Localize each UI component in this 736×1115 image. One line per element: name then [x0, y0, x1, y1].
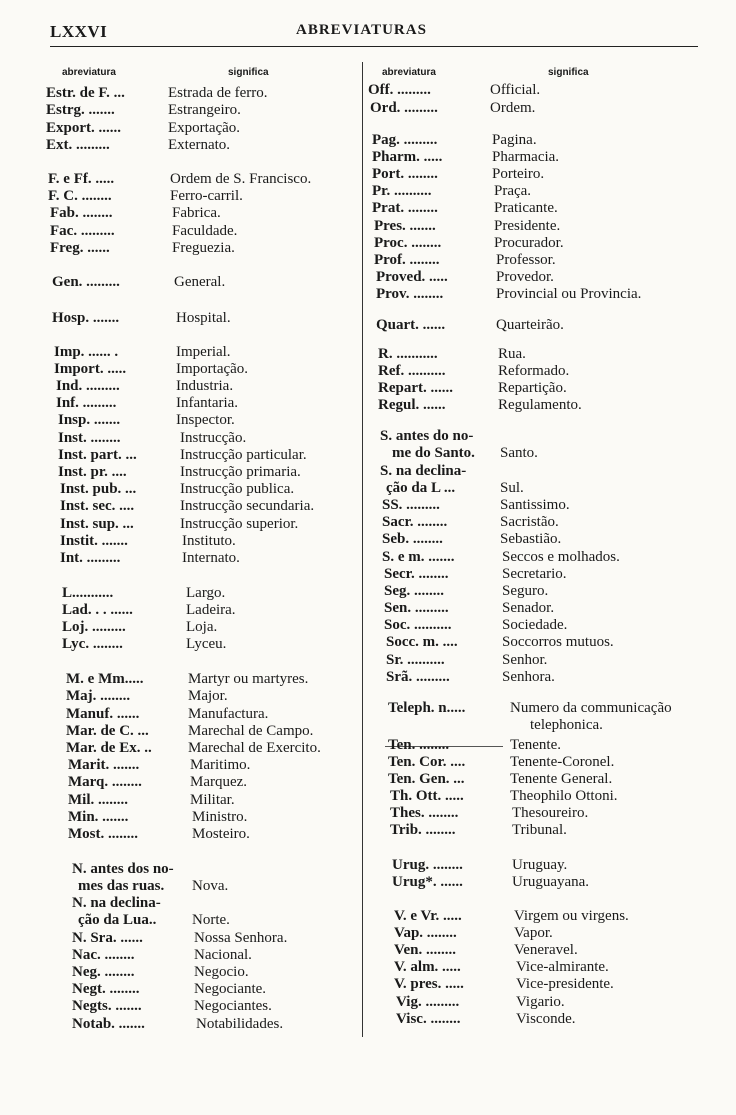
left-entry-abbr: Marit. ....... [68, 757, 140, 773]
left-entry-abbr: Neg. ........ [72, 964, 135, 980]
right-entry-meaning: Sul. [500, 480, 524, 496]
left-entry-meaning: Instrucção superior. [180, 516, 299, 532]
right-entry-abbr: Seb. ........ [382, 531, 443, 547]
left-entry-abbr: F. C. ........ [48, 188, 112, 204]
right-entry-meaning: Sociedade. [502, 617, 568, 633]
left-entry-abbr: N. Sra. ...... [72, 930, 143, 946]
right-entry-abbr: Proc. ........ [374, 235, 442, 251]
right-entry-abbr: V. e Vr. ..... [394, 908, 462, 924]
right-entry-abbr: R. ........... [378, 346, 438, 362]
page-number: LXXVI [50, 22, 108, 41]
left-entry-abbr: Estr. de F. ... [46, 85, 125, 101]
right-entry-meaning: Sacristão. [500, 514, 559, 530]
right-entry-meaning: Vice-presidente. [516, 976, 614, 992]
left-col-heading-meaning: significa [228, 67, 269, 78]
left-entry-meaning: Ladeira. [186, 602, 236, 618]
right-entry-abbr: S. na declina- [380, 463, 467, 479]
right-entry-meaning: Visconde. [516, 1011, 576, 1027]
right-entry-abbr: Proved. ..... [376, 269, 448, 285]
right-entry-abbr: Off. ......... [368, 82, 431, 98]
right-entry-abbr: Sr. .......... [386, 652, 445, 668]
right-entry-abbr: Sacr. ........ [382, 514, 448, 530]
left-entry-meaning: Instrucção secundaria. [180, 498, 315, 514]
right-entry-meaning: Tenente. [510, 737, 562, 753]
left-col-heading-abbrev: abreviatura [62, 67, 116, 78]
right-entry-abbr: Secr. ........ [384, 566, 449, 582]
left-entry-meaning: Estrangeiro. [168, 102, 241, 118]
left-entry-abbr: Instit. ....... [60, 533, 128, 549]
left-entry-meaning: Nova. [192, 878, 229, 894]
right-entry-abbr: Thes. ........ [390, 805, 459, 821]
right-entry-abbr: Prat. ........ [372, 200, 438, 216]
right-entry-meaning: Official. [490, 82, 541, 98]
left-entry-meaning: Militar. [190, 792, 235, 808]
right-entry-meaning: Soccorros mutuos. [502, 634, 614, 650]
left-entry-abbr: Inst. ........ [58, 430, 121, 446]
left-entry-abbr: Insp. ....... [58, 412, 121, 428]
right-entry-meaning: Senador. [502, 600, 555, 616]
left-entry-meaning: Major. [188, 688, 228, 704]
left-entry-abbr: Mar. de Ex. .. [66, 740, 152, 756]
left-entry-meaning: Manufactura. [188, 706, 269, 722]
right-col-heading-meaning: significa [548, 67, 589, 78]
right-entry-meaning: Numero da communicação [510, 700, 672, 716]
right-entry-abbr: Teleph. n..... [388, 700, 466, 716]
right-entry-meaning: Rua. [498, 346, 526, 362]
left-entry-meaning: General. [174, 274, 226, 290]
left-entry-meaning: Negociante. [194, 981, 267, 997]
left-entry-abbr: Imp. ...... . [54, 344, 119, 360]
right-entry-meaning: Sebastião. [500, 531, 562, 547]
right-entry-meaning: Thesoureiro. [512, 805, 589, 821]
right-entry-meaning: Regulamento. [498, 397, 582, 413]
right-entry-meaning: Uruguay. [512, 857, 568, 873]
right-entry-meaning: Reformado. [498, 363, 570, 379]
left-entry-abbr: Ext. ......... [46, 137, 110, 153]
right-entry-abbr: Prof. ........ [374, 252, 440, 268]
left-entry-abbr: Marq. ........ [68, 774, 142, 790]
left-entry-abbr: Freg. ...... [50, 240, 110, 256]
left-entry-meaning: Instrucção primaria. [180, 464, 301, 480]
right-entry-abbr: Ven. ........ [394, 942, 456, 958]
right-entry-abbr: Regul. ...... [378, 397, 446, 413]
right-entry-meaning: Pharmacia. [492, 149, 560, 165]
right-entry-abbr: V. alm. ..... [394, 959, 461, 975]
right-entry-meaning: Santo. [500, 445, 538, 461]
right-entry-abbr: Seg. ........ [384, 583, 444, 599]
left-entry-meaning: Nossa Senhora. [194, 930, 288, 946]
header-rule [50, 46, 698, 47]
left-entry-meaning: Maritimo. [190, 757, 251, 773]
left-entry-meaning: Norte. [192, 912, 230, 928]
right-entry-abbr: Port. ........ [372, 166, 438, 182]
left-entry-abbr: Maj. ........ [66, 688, 131, 704]
left-entry-abbr: Inf. ......... [56, 395, 117, 411]
page-title: ABREVIATURAS [296, 22, 427, 38]
left-entry-abbr: Fac. ......... [50, 223, 115, 239]
left-entry-abbr: L........... [62, 585, 114, 601]
left-entry-meaning: Externato. [168, 137, 231, 153]
left-entry-abbr: Negt. ........ [72, 981, 140, 997]
right-entry-abbr: Pres. ....... [374, 218, 436, 234]
right-entry-meaning: Veneravel. [514, 942, 578, 958]
right-entry-meaning: Praça. [494, 183, 532, 199]
right-entry-meaning: Provedor. [496, 269, 554, 285]
right-entry-meaning: Tenente-Coronel. [510, 754, 615, 770]
right-entry-meaning: Pagina. [492, 132, 537, 148]
right-entry-abbr: ção da L ... [386, 480, 456, 496]
right-entry-meaning: Vigario. [516, 994, 565, 1010]
left-entry-meaning: Infantaria. [176, 395, 239, 411]
right-entry-abbr: Ord. ......... [370, 100, 438, 116]
left-entry-abbr: Mil. ........ [68, 792, 128, 808]
right-entry-abbr: Urug*. ...... [392, 874, 463, 890]
right-entry-abbr: Ten. Gen. ... [388, 771, 465, 787]
right-entry-meaning: Uruguayana. [512, 874, 590, 890]
right-entry-meaning: Tenente General. [510, 771, 613, 787]
right-entry-abbr: Sen. ......... [384, 600, 449, 616]
left-entry-meaning: Instrucção particular. [180, 447, 307, 463]
right-entry-meaning: Porteiro. [492, 166, 545, 182]
left-entry-abbr: M. e Mm..... [66, 671, 144, 687]
left-entry-meaning: Inspector. [176, 412, 235, 428]
right-entry-meaning: Tribunal. [512, 822, 567, 838]
left-entry-meaning: Internato. [182, 550, 240, 566]
right-entry-abbr: Visc. ........ [396, 1011, 461, 1027]
right-entry-abbr: SS. ......... [382, 497, 440, 513]
left-entry-abbr: Lad. . . ...... [62, 602, 133, 618]
left-entry-abbr: Fab. ........ [50, 205, 113, 221]
left-entry-abbr: Inst. part. ... [58, 447, 137, 463]
right-entry-abbr: Prov. ........ [376, 286, 444, 302]
right-entry-meaning: Virgem ou virgens. [514, 908, 629, 924]
right-entry-meaning: Secretario. [502, 566, 567, 582]
left-entry-meaning: Marquez. [190, 774, 248, 790]
right-entry-abbr: Soc. .......... [384, 617, 452, 633]
left-entry-abbr: F. e Ff. ..... [48, 171, 115, 187]
left-entry-meaning: Industria. [176, 378, 234, 394]
right-entry-abbr: V. pres. ..... [394, 976, 464, 992]
right-entry-abbr: Pharm. ..... [372, 149, 443, 165]
right-entry-meaning: Procurador. [494, 235, 564, 251]
right-entry-meaning: Theophilo Ottoni. [510, 788, 618, 804]
left-entry-meaning: Ordem de S. Francisco. [170, 171, 312, 187]
left-entry-abbr: N. antes dos no- [72, 861, 174, 877]
right-entry-meaning: Senhora. [502, 669, 555, 685]
left-entry-abbr: Inst. sec. .... [60, 498, 135, 514]
left-entry-meaning: Lyceu. [186, 636, 227, 652]
left-entry-abbr: Most. ........ [68, 826, 138, 842]
right-entry-abbr: Pr. .......... [372, 183, 432, 199]
left-entry-abbr: Negts. ....... [72, 998, 142, 1014]
right-entry-abbr: Ten. Cor. .... [388, 754, 466, 770]
left-entry-meaning: Largo. [186, 585, 226, 601]
right-entry-abbr: Vig. ......... [396, 994, 460, 1010]
right-entry-meaning: Santissimo. [500, 497, 570, 513]
right-entry-abbr: Socc. m. .... [386, 634, 458, 650]
left-entry-meaning: Hospital. [176, 310, 231, 326]
left-entry-abbr: Lyc. ........ [62, 636, 123, 652]
left-entry-abbr: Nac. ........ [72, 947, 135, 963]
right-entry-abbr: Srã. ......... [386, 669, 450, 685]
right-entry-abbr: Ref. .......... [378, 363, 446, 379]
left-entry-abbr: ção da Lua.. [78, 912, 157, 928]
left-entry-meaning: Loja. [186, 619, 218, 635]
left-entry-abbr: mes das ruas. [78, 878, 165, 894]
left-entry-abbr: Export. ...... [46, 120, 121, 136]
right-entry-abbr: Urug. ........ [392, 857, 463, 873]
left-entry-meaning: Exportação. [168, 120, 241, 136]
left-entry-abbr: Notab. ....... [72, 1016, 145, 1032]
left-entry-abbr: Import. ..... [54, 361, 127, 377]
right-entry-abbr: Pag. ......... [372, 132, 438, 148]
left-entry-abbr: Inst. sup. ... [60, 516, 134, 532]
left-entry-meaning: Notabilidades. [196, 1016, 284, 1032]
page-header [46, 16, 700, 46]
left-entry-meaning: Negocio. [194, 964, 249, 980]
left-entry-meaning: Marechal de Exercito. [188, 740, 321, 756]
left-entry-meaning: Negociantes. [194, 998, 272, 1014]
left-entry-abbr: Min. ....... [68, 809, 129, 825]
left-entry-abbr: Estrg. ....... [46, 102, 115, 118]
right-entry-abbr: Repart. ...... [378, 380, 453, 396]
right-entry-meaning: Vice-almirante. [516, 959, 609, 975]
right-entry-abbr: Th. Ott. ..... [390, 788, 464, 804]
right-col-heading-abbrev: abreviatura [382, 67, 436, 78]
right-entry-meaning: Seguro. [502, 583, 549, 599]
right-entry-meaning: Praticante. [494, 200, 558, 216]
left-entry-abbr: Loj. ......... [62, 619, 126, 635]
right-entry-abbr: me do Santo. [392, 445, 475, 461]
left-entry-abbr: Inst. pub. ... [60, 481, 137, 497]
left-entry-meaning: Instrucção publica. [180, 481, 295, 497]
right-entry-meaning: Quarteirão. [496, 317, 564, 333]
left-entry-meaning: Faculdade. [172, 223, 238, 239]
right-entry-abbr: Ten. ........ [388, 737, 450, 753]
right-entry-meaning: telephonica. [530, 717, 603, 733]
left-entry-meaning: Mosteiro. [192, 826, 250, 842]
left-entry-abbr: Int. ......... [60, 550, 121, 566]
left-entry-abbr: Mar. de C. ... [66, 723, 149, 739]
left-entry-meaning: Imperial. [176, 344, 231, 360]
left-entry-meaning: Importação. [176, 361, 249, 377]
left-entry-abbr: Inst. pr. .... [58, 464, 127, 480]
right-entry-meaning: Repartição. [498, 380, 567, 396]
right-entry-meaning: Professor. [496, 252, 556, 268]
left-entry-meaning: Fabrica. [172, 205, 221, 221]
left-entry-meaning: Ferro-carril. [170, 188, 243, 204]
right-entry-meaning: Seccos e molhados. [502, 549, 620, 565]
left-entry-meaning: Instituto. [182, 533, 236, 549]
left-entry-meaning: Martyr ou martyres. [188, 671, 309, 687]
left-entry-abbr: Gen. ......... [52, 274, 120, 290]
left-entry-meaning: Freguezia. [172, 240, 235, 256]
left-entry-meaning: Marechal de Campo. [188, 723, 314, 739]
left-entry-meaning: Estrada de ferro. [168, 85, 268, 101]
right-entry-meaning: Senhor. [502, 652, 548, 668]
left-entry-meaning: Nacional. [194, 947, 252, 963]
right-entry-abbr: S. e m. ....... [382, 549, 455, 565]
right-entry-abbr: S. antes do no- [380, 428, 474, 444]
right-entry-abbr: Vap. ........ [394, 925, 457, 941]
right-entry-meaning: Presidente. [494, 218, 561, 234]
right-entry-abbr: Trib. ........ [390, 822, 456, 838]
left-entry-abbr: Hosp. ....... [52, 310, 120, 326]
column-divider [362, 62, 363, 1037]
right-entry-meaning: Vapor. [514, 925, 553, 941]
left-entry-meaning: Instrucção. [180, 430, 247, 446]
right-entry-meaning: Provincial ou Provincia. [496, 286, 642, 302]
right-entry-meaning: Ordem. [490, 100, 536, 116]
left-entry-meaning: Ministro. [192, 809, 248, 825]
left-entry-abbr: N. na declina- [72, 895, 161, 911]
left-entry-abbr: Manuf. ...... [66, 706, 140, 722]
left-entry-abbr: Ind. ......... [56, 378, 120, 394]
right-entry-abbr: Quart. ...... [376, 317, 446, 333]
